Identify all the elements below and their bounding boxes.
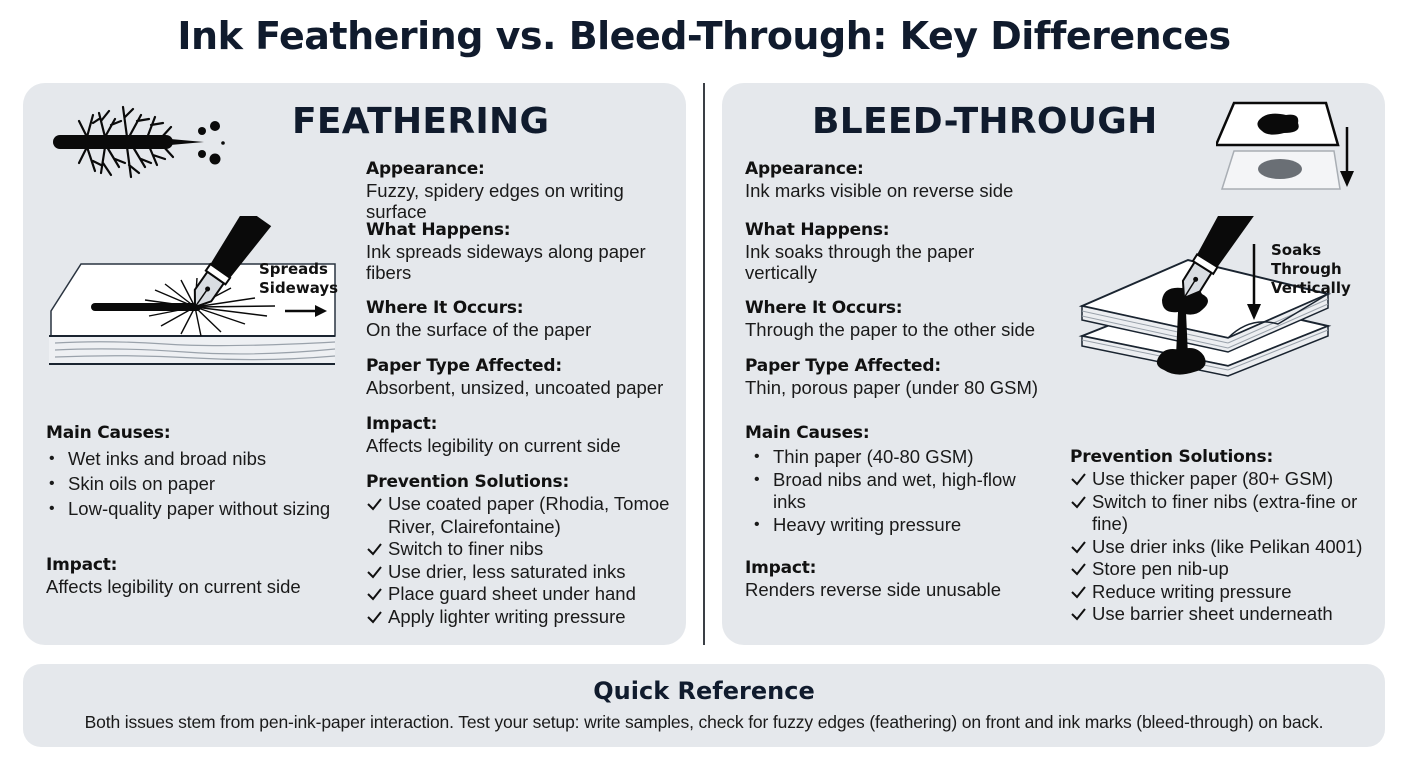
bleed-through-panel xyxy=(722,83,1385,645)
prevention-item: Store pen nib-up xyxy=(1070,558,1362,581)
spreads-sideways-label: Spreads Sideways xyxy=(259,260,339,297)
cause-item: • Broad nibs and wet, high-flow inks xyxy=(751,469,1016,514)
bleed-main-causes: Main Causes: • Thin paper (40-80 GSM) • Broad nibs and wet, high-flow inks • Heavy writing pressure xyxy=(745,423,1016,536)
bleed-through-title: BLEED-THROUGH xyxy=(812,101,1158,142)
arrow-right-icon xyxy=(285,304,327,318)
checkmark-icon xyxy=(366,541,383,557)
bleed-appearance: Appearance: Ink marks visible on reverse side xyxy=(745,159,1014,201)
bleed-paper-type: Paper Type Affected: Thin, porous paper (under 80 GSM) xyxy=(745,356,1039,398)
cause-item: • Heavy writing pressure xyxy=(751,514,1016,537)
checkmark-icon xyxy=(366,586,383,602)
checkmark-icon xyxy=(1070,471,1087,487)
prevention-item: Use drier, less saturated inks xyxy=(366,561,669,584)
prevention-item: Apply lighter writing pressure xyxy=(366,606,669,629)
feathering-prevention-list xyxy=(366,493,669,628)
prevention-item: Use thicker paper (80+ GSM) xyxy=(1070,468,1362,491)
prevention-item: Use drier inks (like Pelikan 4001) xyxy=(1070,536,1362,559)
cause-item: • Wet inks and broad nibs xyxy=(46,446,330,471)
feathering-paper-type: Paper Type Affected: Absorbent, unsized, uncoated paper xyxy=(366,356,664,398)
prevention-item: Use barrier sheet underneath xyxy=(1070,603,1362,626)
prevention-item: Switch to finer nibs xyxy=(366,538,669,561)
page-title: Ink Feathering vs. Bleed-Through: Key Differences xyxy=(177,14,1231,58)
center-divider xyxy=(703,83,705,645)
feathering-title: FEATHERING xyxy=(292,101,550,142)
checkmark-icon xyxy=(1070,539,1087,555)
bleed-where-occurs: Where It Occurs: Through the paper to the other side xyxy=(745,298,1036,340)
bleed-impact: Impact: Renders reverse side unusable xyxy=(745,558,1002,600)
checkmark-icon xyxy=(1070,584,1087,600)
checkmark-icon xyxy=(366,609,383,625)
prevention-item: Use coated paper (Rhodia, Tomoe River, Clairefontaine) xyxy=(366,493,669,538)
feathering-main-causes: Main Causes: • Wet inks and broad nibs • Skin oils on paper • Low-quality paper without sizing xyxy=(46,423,330,521)
checkmark-icon xyxy=(366,496,383,512)
checkmark-icon xyxy=(1070,561,1087,577)
quick-reference-title: Quick Reference xyxy=(593,677,815,705)
cause-item: • Low-quality paper without sizing xyxy=(46,496,330,521)
checkmark-icon xyxy=(1070,606,1087,622)
stacked-sheets-icon xyxy=(1216,99,1356,191)
feathering-what-happens: What Happens: Ink spreads sideways along paper fibers xyxy=(366,220,646,283)
bleed-prevention: Prevention Solutions: Use thicker paper (80+ GSM) Switch to finer nibs (extra-fine or fine) Use drier inks (like Pelikan 4001) Store pen nib-up Reduce writing pressure Use barrier sheet underneath xyxy=(1070,447,1363,624)
feathered-stroke-icon xyxy=(49,101,229,183)
feathering-panel xyxy=(23,83,686,645)
cause-item: • Skin oils on paper xyxy=(46,471,330,496)
feathering-impact-right: Impact: Affects legibility on current side xyxy=(366,414,621,456)
prevention-item: Reduce writing pressure xyxy=(1070,581,1362,604)
feathering-impact-left: Impact: Affects legibility on current side xyxy=(46,555,301,597)
feathering-appearance: Appearance: Fuzzy, spidery edges on writing surface xyxy=(366,159,624,222)
feathering-prevention: Prevention Solutions: Use coated paper (Rhodia, Tomoe River, Clairefontaine) Switch to finer nibs Use drier, less saturated inks Place guard sheet under hand Apply lighter writing pressure xyxy=(366,472,670,627)
checkmark-icon xyxy=(366,564,383,580)
quick-reference-panel xyxy=(23,664,1385,747)
checkmark-icon xyxy=(1070,494,1087,510)
cause-item: • Thin paper (40-80 GSM) xyxy=(751,446,1016,469)
quick-reference-body: Both issues stem from pen-ink-paper interaction. Test your setup: write samples, check for fuzzy edges (feathering) on front and ink marks (bleed-through) on back. xyxy=(84,712,1324,732)
soaks-through-label: Soaks Through Vertically xyxy=(1271,241,1351,297)
bleed-what-happens: What Happens: Ink soaks through the paper vertically xyxy=(745,220,975,283)
bleed-prevention-list xyxy=(1070,468,1362,626)
feathering-where-occurs: Where It Occurs: On the surface of the paper xyxy=(366,298,592,340)
prevention-item: Place guard sheet under hand xyxy=(366,583,669,606)
prevention-item: Switch to finer nibs (extra-fine or fine) xyxy=(1070,491,1362,536)
